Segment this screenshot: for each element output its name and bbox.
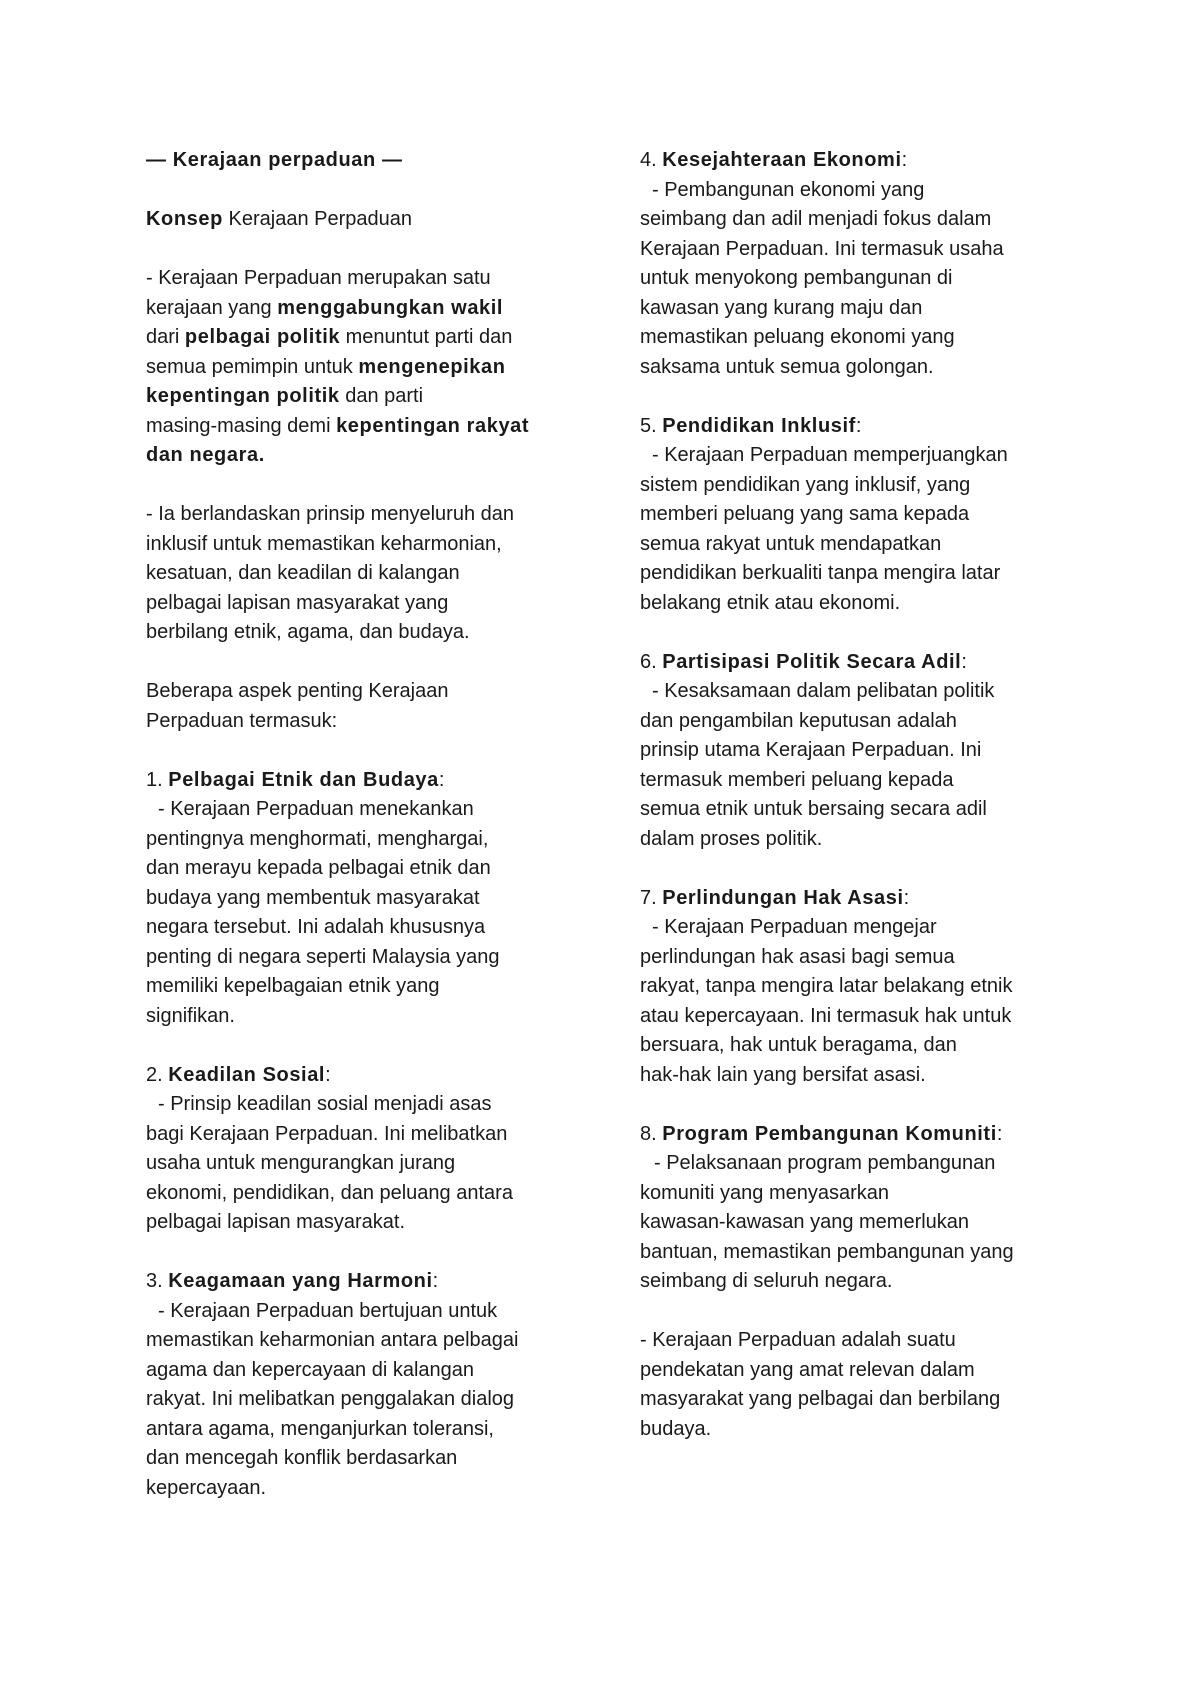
aspect-item-5 — [640, 412, 1080, 619]
aspect-line: semua rakyat untuk mendapatkan — [640, 532, 942, 555]
aspect-line: - Kesaksamaan dalam pelibatan politik — [652, 680, 995, 702]
principle-line: berbilang etnik, agama, dan budaya. — [146, 621, 470, 643]
definition-line — [146, 294, 586, 324]
aspect-line: - Prinsip keadilan sosial menjadi asas — [158, 1093, 492, 1115]
aspect-title: Keadilan Sosial — [168, 1063, 326, 1086]
aspect-colon: : — [325, 1063, 331, 1086]
concept-heading — [146, 205, 586, 235]
aspect-line: - Kerajaan Perpaduan mengejar — [652, 916, 937, 938]
document-title: — Kerajaan perpaduan — — [146, 149, 403, 171]
aspect-line: usaha untuk mengurangkan jurang — [146, 1152, 456, 1174]
aspect-title: Partisipasi Politik Secara Adil — [662, 650, 962, 673]
right-column — [640, 146, 1080, 1444]
definition-text: kerajaan yang — [146, 296, 278, 319]
aspects-intro-line: Beberapa aspek penting Kerajaan — [146, 680, 449, 702]
aspect-colon: : — [438, 768, 445, 791]
aspect-line: kawasan-kawasan yang memerlukan — [640, 1211, 970, 1233]
aspect-line: memiliki kepelbagaian etnik yang — [146, 975, 440, 997]
aspect-line: pendidikan berkualiti tanpa mengira latar — [640, 562, 1001, 584]
aspect-number: 6. — [640, 650, 663, 673]
aspects-intro-line: Perpaduan termasuk: — [146, 709, 338, 732]
aspect-title: Kesejahteraan Ekonomi — [662, 149, 902, 171]
definition-bold-line: dan negara. — [146, 444, 265, 466]
aspect-line: bersuara, hak untuk beragama, dan — [640, 1034, 957, 1056]
aspect-item-8 — [640, 1120, 1080, 1297]
aspect-line: dan mencegah konflik berdasarkan — [146, 1447, 458, 1469]
conclusion-line: - Kerajaan Perpaduan adalah suatu — [640, 1329, 956, 1351]
aspect-line: komuniti yang menyasarkan — [640, 1181, 890, 1204]
aspect-line: hak-hak lain yang bersifat asasi. — [640, 1063, 926, 1086]
aspect-line: - Pelaksanaan program pembangunan — [654, 1152, 996, 1174]
aspect-item-3 — [146, 1267, 586, 1503]
aspect-line: semua etnik untuk bersaing secara adil — [640, 798, 987, 820]
aspect-line: memastikan keharmonian antara pelbagai — [146, 1329, 519, 1351]
aspect-line: dan merayu kepada pelbagai etnik dan — [146, 857, 491, 879]
concept-heading-rest: Kerajaan Perpaduan — [222, 208, 412, 230]
aspect-line: belakang etnik atau ekonomi. — [640, 591, 901, 614]
aspect-line: Kerajaan Perpaduan. Ini termasuk usaha — [640, 237, 1004, 260]
definition-bold: mengenepikan — [358, 355, 506, 378]
conclusion-line: pendekatan yang amat relevan dalam — [640, 1358, 975, 1381]
definition-line: - Kerajaan Perpaduan merupakan satu — [146, 267, 491, 289]
definition-bold: pelbagai politik — [184, 326, 341, 348]
aspect-line: dalam proses politik. — [640, 827, 823, 850]
definition-text: dari — [146, 326, 185, 348]
definition-text: menuntut parti dan — [340, 326, 513, 348]
aspect-line: kawasan yang kurang maju dan — [640, 296, 923, 319]
aspect-line: prinsip utama Kerajaan Perpaduan. Ini — [640, 739, 982, 761]
aspect-line: memberi peluang yang sama kepada — [640, 503, 970, 525]
aspect-title: Perlindungan Hak Asasi — [662, 886, 904, 909]
aspect-line: rakyat. Ini melibatkan penggalakan dialog — [146, 1388, 515, 1410]
aspect-item-1 — [146, 766, 586, 1032]
definition-bold: kepentingan rakyat — [336, 414, 530, 437]
aspect-number: 1. — [146, 768, 169, 791]
aspect-item-7 — [640, 884, 1080, 1091]
left-column — [146, 146, 586, 1503]
conclusion-para — [640, 1326, 1080, 1444]
aspect-line: - Kerajaan Perpaduan menekankan — [158, 798, 474, 820]
aspect-heading — [640, 1120, 1080, 1150]
definition-bold: menggabungkan wakil — [277, 296, 504, 319]
principle-line: - Ia berlandaskan prinsip menyeluruh dan — [146, 503, 514, 525]
aspect-line: seimbang di seluruh negara. — [640, 1270, 893, 1292]
aspect-colon: : — [432, 1270, 439, 1292]
principle-line: pelbagai lapisan masyarakat yang — [146, 591, 449, 614]
concept-heading-bold: Konsep — [146, 208, 223, 230]
definition-text: dan parti — [339, 385, 424, 407]
aspect-line: - Pembangunan ekonomi yang — [652, 178, 925, 201]
aspect-line: kepercayaan. — [146, 1476, 267, 1499]
aspect-number: 5. — [640, 414, 663, 437]
aspect-line: atau kepercayaan. Ini termasuk hak untuk — [640, 1004, 1012, 1027]
aspect-line: budaya yang membentuk masyarakat — [146, 886, 480, 909]
aspect-line: negara tersebut. Ini adalah khususnya — [146, 916, 486, 938]
aspect-line: sistem pendidikan yang inklusif, yang — [640, 473, 971, 496]
concept-heading-para — [146, 205, 586, 235]
aspect-number: 4. — [640, 149, 663, 171]
aspect-heading — [640, 412, 1080, 442]
aspect-item-6 — [640, 648, 1080, 855]
definition-text: semua pemimpin untuk — [146, 355, 359, 378]
aspect-heading — [146, 1267, 586, 1297]
aspect-line: saksama untuk semua golongan. — [640, 355, 934, 378]
principle-line: kesatuan, dan keadilan di kalangan — [146, 562, 460, 584]
aspect-colon: : — [901, 149, 908, 171]
definition-line — [146, 412, 586, 442]
aspect-colon: : — [903, 886, 910, 909]
definition-line — [146, 323, 586, 353]
aspect-line: agama dan kepercayaan di kalangan — [146, 1358, 475, 1381]
aspect-line: - Kerajaan Perpaduan bertujuan untuk — [158, 1299, 498, 1322]
definition-para — [146, 264, 586, 471]
aspect-line: untuk menyokong pembangunan di — [640, 267, 953, 289]
aspect-number: 2. — [146, 1063, 169, 1086]
document-title-para — [146, 146, 586, 176]
aspect-item-4 — [640, 146, 1080, 382]
aspect-heading — [640, 146, 1080, 176]
aspect-item-2 — [146, 1061, 586, 1238]
aspect-title: Pelbagai Etnik dan Budaya — [168, 768, 439, 791]
aspect-colon: : — [855, 414, 862, 437]
aspect-line: dan pengambilan keputusan adalah — [640, 709, 957, 732]
aspect-title: Program Pembangunan Komuniti — [662, 1122, 997, 1145]
aspect-line: ekonomi, pendidikan, dan peluang antara — [146, 1181, 513, 1204]
aspect-line: - Kerajaan Perpaduan memperjuangkan — [652, 444, 1008, 466]
aspect-line: bagi Kerajaan Perpaduan. Ini melibatkan — [146, 1122, 508, 1145]
principle-para — [146, 500, 586, 648]
definition-line — [146, 353, 586, 383]
aspect-line: memastikan peluang ekonomi yang — [640, 326, 955, 348]
conclusion-line: budaya. — [640, 1417, 712, 1440]
aspects-intro-para — [146, 677, 586, 736]
aspect-heading — [640, 648, 1080, 678]
aspect-heading — [146, 1061, 586, 1091]
aspect-line: seimbang dan adil menjadi fokus dalam — [640, 208, 992, 230]
aspect-line: pelbagai lapisan masyarakat. — [146, 1211, 406, 1233]
aspect-title: Pendidikan Inklusif — [662, 414, 856, 437]
aspect-line: antara agama, menganjurkan toleransi, — [146, 1417, 494, 1440]
aspect-heading — [146, 766, 586, 796]
definition-text: masing-masing demi — [146, 414, 337, 437]
aspect-line: penting di negara seperti Malaysia yang — [146, 945, 500, 968]
aspect-line: rakyat, tanpa mengira latar belakang etnik — [640, 975, 1013, 997]
aspect-number: 3. — [146, 1270, 169, 1292]
aspect-line: termasuk memberi peluang kepada — [640, 768, 954, 791]
aspect-heading — [640, 884, 1080, 914]
definition-bold: kepentingan politik — [146, 385, 340, 407]
conclusion-line: masyarakat yang pelbagai dan berbilang — [640, 1388, 1001, 1410]
aspect-colon: : — [961, 650, 967, 673]
aspect-number: 7. — [640, 886, 663, 909]
aspect-line: bantuan, memastikan pembangunan yang — [640, 1240, 1014, 1263]
aspect-number: 8. — [640, 1122, 663, 1145]
aspect-title: Keagamaan yang Harmoni — [168, 1270, 433, 1292]
aspect-line: perlindungan hak asasi bagi semua — [640, 945, 955, 968]
aspect-line: pentingnya menghormati, menghargai, — [146, 827, 489, 850]
principle-line: inklusif untuk memastikan keharmonian, — [146, 532, 502, 555]
definition-line — [146, 382, 586, 412]
aspect-colon: : — [996, 1122, 1003, 1145]
aspect-line: signifikan. — [146, 1004, 235, 1027]
